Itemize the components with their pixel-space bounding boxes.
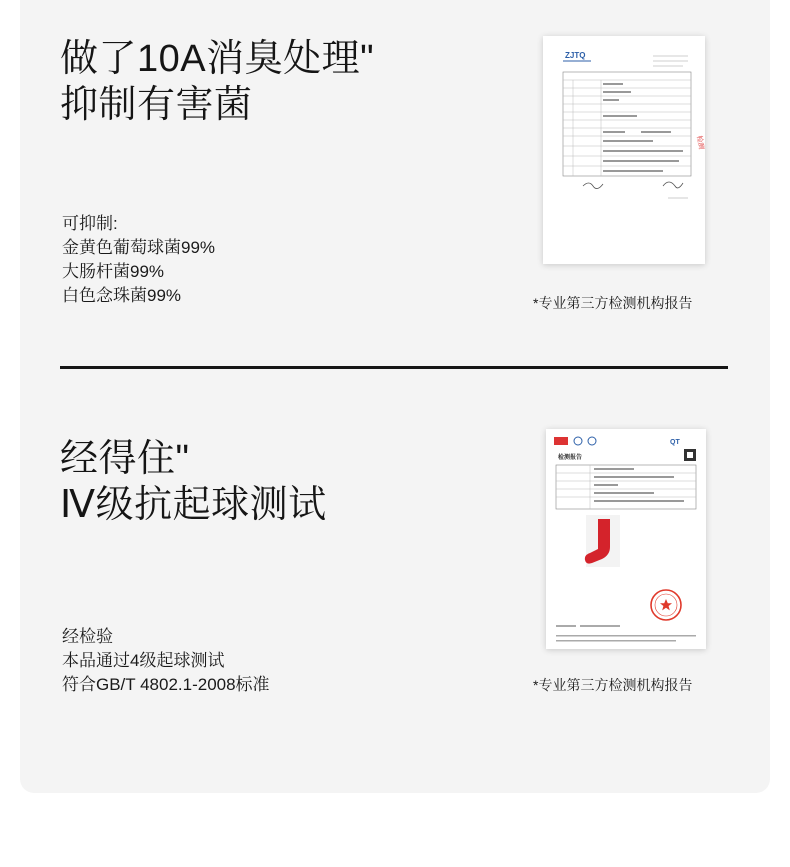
section-title-pilling [60,436,327,528]
body-line: 本品通过4级起球测试 [62,651,225,670]
body-line: 经检验 [62,627,113,646]
title-line: Ⅳ级抗起球测试 [60,484,327,526]
body-line: 符合GB/T 4802.1-2008标准 [62,675,270,694]
body-line: 可抑制: [62,214,118,233]
report-logo: ZJTQ [565,51,586,60]
title-line: 经得住" [60,438,190,480]
report-heading: 检测报告 [558,454,583,461]
section-body-pilling [62,625,270,697]
body-line: 白色念珠菌99% [62,286,182,305]
test-report-image-deodorant [543,36,705,264]
report-caption: *专业第三方检测机构报告 [533,677,693,693]
report-logo: QT [670,439,680,446]
section-divider [60,366,728,369]
body-line: 大肠杆菌99% [62,262,165,281]
section-title-deodorant [60,36,374,128]
test-report-image-pilling [546,429,706,649]
title-line: 做了10A消臭处理" [60,38,375,80]
title-line: 抑制有害菌 [60,84,253,126]
report-caption: *专业第三方检测机构报告 [533,295,693,311]
body-line: 金黄色葡萄球菌99% [62,238,216,257]
svg-text:检测: 检测 [695,135,705,151]
section-body-deodorant [62,212,215,308]
